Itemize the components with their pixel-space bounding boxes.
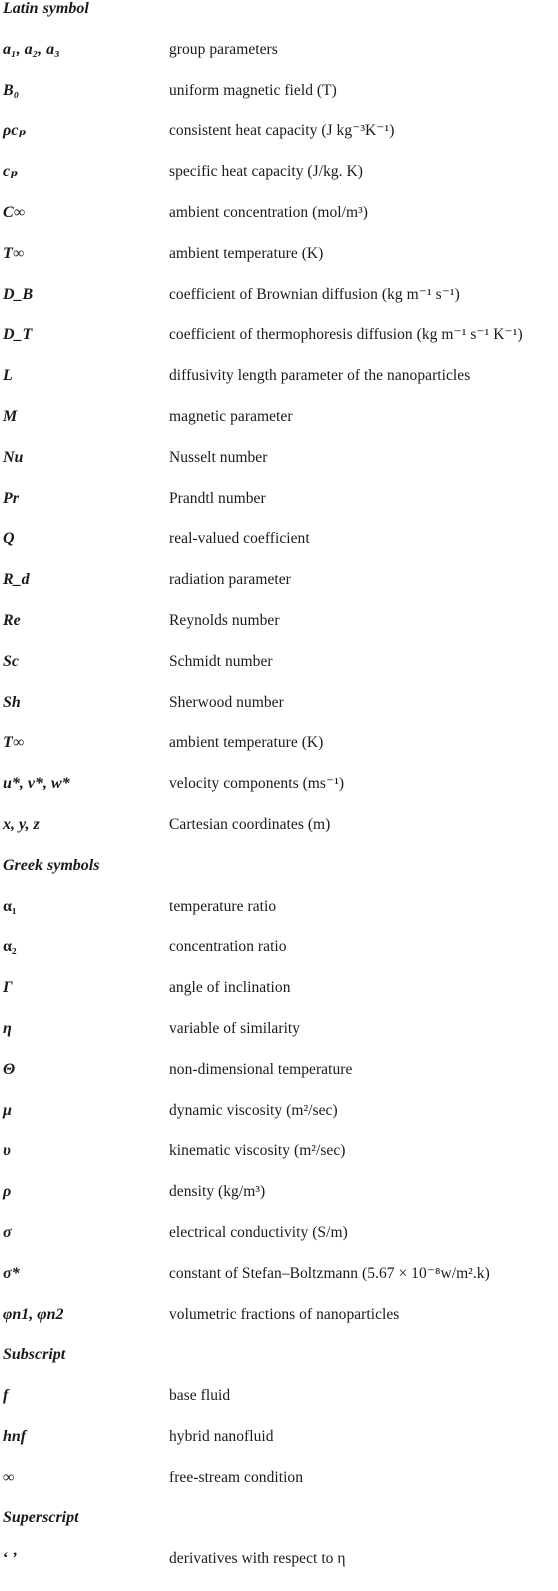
symbol-cell: x, y, z (3, 815, 40, 833)
table-row (0, 653, 558, 694)
table-row (0, 326, 558, 367)
symbol-cell: Pr (3, 489, 19, 507)
description-cell: real-valued coefficient (169, 530, 310, 548)
symbol-cell: Q (3, 530, 15, 548)
symbol-cell: η (3, 1019, 12, 1037)
symbol-cell: B₀ (3, 81, 20, 99)
symbol-cell: υ (3, 1142, 11, 1160)
description-cell: ambient temperature (K) (169, 734, 324, 752)
symbol-cell: hnf (3, 1427, 27, 1445)
table-row (0, 245, 558, 286)
table-row (0, 612, 558, 653)
table-row (0, 1183, 558, 1224)
table-row (0, 122, 558, 163)
table-row (0, 367, 558, 408)
symbol-cell: Nu (3, 448, 24, 466)
table-row (0, 938, 558, 979)
description-cell: variable of similarity (169, 1019, 301, 1037)
description-cell: velocity components (ms⁻¹) (169, 775, 345, 793)
section-title: Latin symbol (3, 0, 89, 17)
section-heading-greek (0, 857, 558, 898)
symbol-cell: L (3, 367, 13, 385)
section-heading-subscript (0, 1346, 558, 1387)
table-row (0, 163, 558, 204)
table-row (0, 41, 558, 82)
description-cell: non-dimensional temperature (169, 1060, 353, 1078)
table-row (0, 1265, 558, 1306)
symbol-cell: α₁ (3, 897, 17, 915)
symbol-cell: φn1, φn2 (3, 1305, 64, 1323)
symbol-cell: C∞ (3, 203, 26, 221)
description-cell: magnetic parameter (169, 407, 293, 425)
table-row (0, 286, 558, 327)
table-row (0, 734, 558, 775)
section-title: Subscript (3, 1346, 66, 1364)
table-row (0, 1061, 558, 1102)
table-row (0, 1306, 558, 1347)
description-cell: Schmidt number (169, 652, 273, 670)
symbol-cell: α₂ (3, 938, 17, 956)
section-heading-latin (0, 0, 558, 41)
description-cell: coefficient of thermophoresis diffusion (kg m⁻¹ s⁻¹ K⁻¹) (169, 326, 523, 344)
description-cell: radiation parameter (169, 571, 291, 589)
symbol-cell: σ (3, 1223, 12, 1241)
symbol-cell: σ* (3, 1264, 20, 1282)
table-row (0, 1428, 558, 1469)
description-cell: Nusselt number (169, 448, 268, 466)
description-cell: consistent heat capacity (J kg⁻³K⁻¹) (169, 122, 395, 140)
description-cell: kinematic viscosity (m²/sec) (169, 1142, 346, 1160)
table-row (0, 204, 558, 245)
description-cell: diffusivity length parameter of the nanoparticles (169, 367, 471, 385)
description-cell: Sherwood number (169, 693, 284, 711)
table-row (0, 979, 558, 1020)
description-cell: angle of inclination (169, 979, 291, 997)
table-row (0, 1102, 558, 1143)
symbol-cell: u*, v*, w* (3, 775, 70, 793)
description-cell: dynamic viscosity (m²/sec) (169, 1101, 338, 1119)
table-row (0, 898, 558, 939)
table-row (0, 530, 558, 571)
table-row (0, 1387, 558, 1428)
description-cell: derivatives with respect to η (169, 1550, 346, 1568)
description-cell: density (kg/m³) (169, 1183, 266, 1201)
symbol-cell: D_T (3, 326, 33, 344)
symbol-cell: ρ (3, 1183, 12, 1201)
symbol-cell: Θ (3, 1060, 16, 1078)
symbol-cell: Sc (3, 652, 19, 670)
description-cell: ambient concentration (mol/m³) (169, 203, 368, 221)
description-cell: concentration ratio (169, 938, 287, 956)
table-row (0, 490, 558, 531)
description-cell: electrical conductivity (S/m) (169, 1223, 348, 1241)
symbol-cell: Re (3, 611, 21, 629)
table-row (0, 694, 558, 735)
section-title: Greek symbols (3, 856, 100, 874)
description-cell: ambient temperature (K) (169, 244, 324, 262)
symbol-cell: Sh (3, 693, 21, 711)
table-row (0, 449, 558, 490)
description-cell: specific heat capacity (J/kg. K) (169, 163, 363, 181)
description-cell: base fluid (169, 1387, 231, 1405)
section-heading-superscript (0, 1509, 558, 1550)
table-row (0, 816, 558, 857)
description-cell: volumetric fractions of nanoparticles (169, 1305, 400, 1323)
symbol-cell: T∞ (3, 734, 25, 752)
table-row (0, 1020, 558, 1061)
description-cell: free-stream condition (169, 1468, 304, 1486)
symbol-cell: Γ (3, 979, 13, 997)
symbol-cell: a₁, a₂, a₃ (3, 40, 60, 58)
table-row (0, 775, 558, 816)
section-title: Superscript (3, 1509, 79, 1527)
symbol-cell: cₚ (3, 163, 19, 181)
symbol-cell: T∞ (3, 244, 25, 262)
symbol-cell: f (3, 1387, 9, 1405)
table-row (0, 1142, 558, 1183)
symbol-cell: R_d (3, 571, 30, 589)
description-cell: Reynolds number (169, 611, 280, 629)
symbol-cell: ρcₚ (3, 122, 27, 140)
description-cell: Prandtl number (169, 489, 266, 507)
symbol-cell: M (3, 407, 18, 425)
description-cell: hybrid nanofluid (169, 1427, 274, 1445)
symbol-cell: ‘ ’ (3, 1550, 18, 1568)
table-row (0, 408, 558, 449)
symbol-cell: D_B (3, 285, 34, 303)
table-row (0, 82, 558, 123)
symbol-cell: ∞ (3, 1468, 15, 1486)
table-row (0, 571, 558, 612)
description-cell: coefficient of Brownian diffusion (kg m⁻¹ s⁻¹) (169, 285, 460, 303)
symbol-cell: μ (3, 1101, 12, 1119)
table-row (0, 1224, 558, 1265)
description-cell: uniform magnetic field (T) (169, 81, 337, 99)
description-cell: temperature ratio (169, 897, 277, 915)
table-row (0, 1469, 558, 1510)
description-cell: Cartesian coordinates (m) (169, 815, 331, 833)
description-cell: constant of Stefan–Boltzmann (5.67 × 10⁻⁸w/m².k) (169, 1264, 490, 1282)
description-cell: group parameters (169, 40, 278, 58)
